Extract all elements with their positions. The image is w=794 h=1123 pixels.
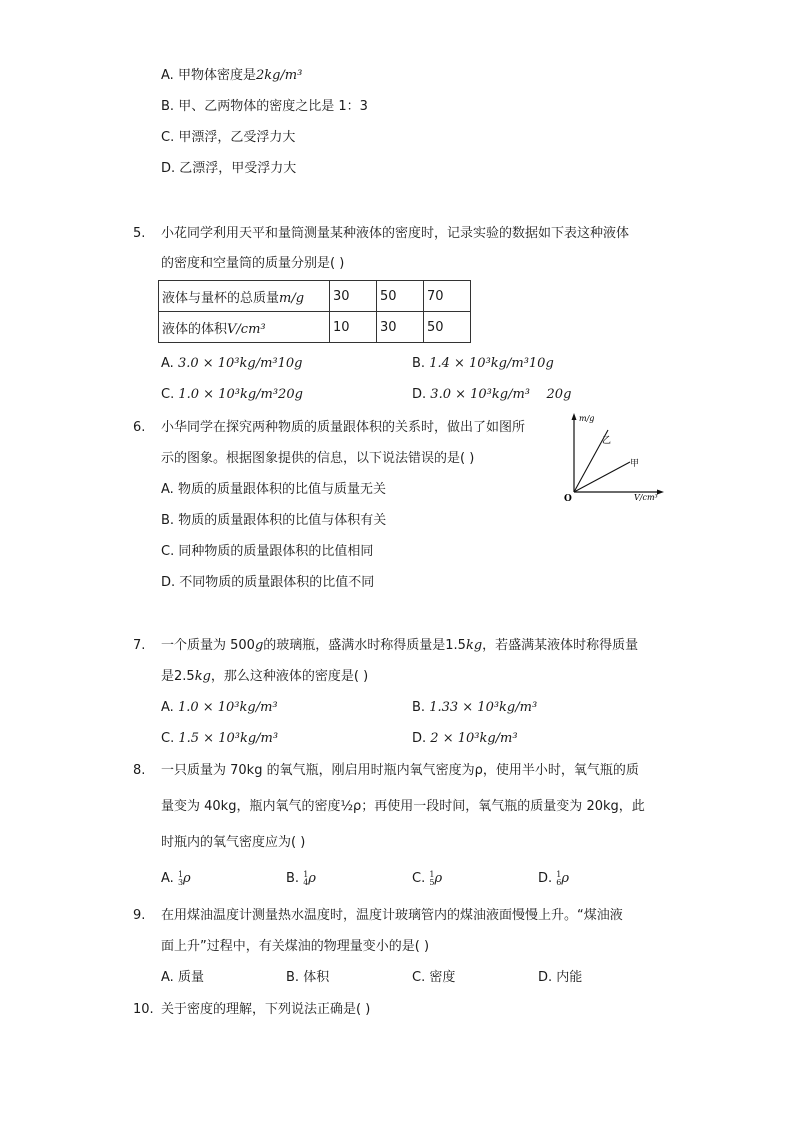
- y-axis-label: m/g: [579, 414, 595, 423]
- table-cell: 液体与量杯的总质量m/g: [159, 281, 330, 312]
- x-axis-arrow: [657, 490, 664, 495]
- q4-option-a: A. 甲物体密度是2kg/m³: [161, 68, 303, 83]
- question-stem: 一只质量为 70kg 的氧气瓶，刚启用时瓶内氧气密度为ρ，使用半小时，氧气瓶的质: [161, 763, 639, 778]
- table-cell: 50: [424, 312, 471, 343]
- question-number: 5.: [133, 226, 146, 241]
- q7-option-c: C. 1.5 × 10³kg/m³: [161, 731, 279, 746]
- fraction: 1 4: [303, 869, 309, 887]
- q4-option-d: D. 乙漂浮，甲受浮力大: [161, 161, 297, 176]
- q9-option-a: A. 质量: [161, 970, 204, 985]
- y-axis-arrow: [572, 413, 577, 420]
- question-stem: 小华同学在探究两种物质的质量跟体积的关系时，做出了如图所: [161, 420, 526, 435]
- q5-option-d: D. 3.0 × 10³kg/m³ 20g: [412, 387, 572, 402]
- q7-option-b: B. 1.33 × 10³kg/m³: [412, 700, 538, 715]
- question-stem: 关于密度的理解，下列说法正确是( ): [161, 1002, 371, 1017]
- q9-option-d: D. 内能: [538, 970, 583, 985]
- question-stem: 的密度和空量筒的质量分别是( ): [161, 256, 345, 271]
- q8-option-d: D. 1 6 ρ: [538, 869, 570, 887]
- q6-option-d: D. 不同物质的质量跟体积的比值不同: [161, 575, 375, 590]
- q8-option-c: C. 1 5 ρ: [412, 869, 443, 887]
- question-stem: 在用煤油温度计测量热水温度时，温度计玻璃管内的煤油液面慢慢上升。“煤油液: [161, 908, 623, 923]
- question-number: 9.: [133, 908, 146, 923]
- mass-volume-graph: [560, 410, 670, 502]
- question-stem: 面上升”过程中，有关煤油的物理量变小的是( ): [161, 939, 430, 954]
- table-cell: 液体的体积V/cm³: [159, 312, 330, 343]
- q6-option-c: C. 同种物质的质量跟体积的比值相同: [161, 544, 374, 559]
- fraction: 1 3: [177, 869, 184, 887]
- q6-option-a: A. 物质的质量跟体积的比值与质量无关: [161, 482, 386, 497]
- x-axis-label: V/cm³: [634, 493, 658, 502]
- q8-option-b: B. 1 4 ρ: [286, 869, 316, 887]
- q8-option-a: A. 1 3 ρ: [161, 869, 191, 887]
- q9-option-b: B. 体积: [286, 970, 330, 985]
- table-cell: 30: [330, 281, 377, 312]
- question-stem: 一个质量为 500g的玻璃瓶，盛满水时称得质量是1.5kg，若盛满某液体时称得质量: [161, 638, 639, 653]
- question-number: 6.: [133, 420, 146, 435]
- fraction: 1 5: [429, 869, 435, 887]
- q6-option-b: B. 物质的质量跟体积的比值与体积有关: [161, 513, 387, 528]
- question-number: 8.: [133, 763, 146, 778]
- q5-option-a: A. 3.0 × 10³kg/m³10g: [161, 356, 303, 371]
- question-number: 7.: [133, 638, 146, 653]
- question-stem: 是2.5kg，那么这种液体的密度是( ): [161, 669, 369, 684]
- question-stem: 小花同学利用天平和量筒测量某种液体的密度时，记录实验的数据如下表这种液体: [161, 226, 630, 241]
- table-row: [159, 312, 471, 343]
- question-stem: 量变为 40kg，瓶内氧气的密度½ρ；再使用一段时间，氧气瓶的质量变为 20kg，此: [161, 799, 645, 814]
- table-cell: 30: [377, 312, 424, 343]
- fraction: 1 6: [556, 869, 562, 887]
- q4-option-c: C. 甲漂浮，乙受浮力大: [161, 130, 296, 145]
- q9-option-c: C. 密度: [412, 970, 456, 985]
- table-cell: 70: [424, 281, 471, 312]
- origin-label: O: [564, 494, 572, 502]
- q5-option-b: B. 1.4 × 10³kg/m³10g: [412, 356, 554, 371]
- q5-option-c: C. 1.0 × 10³kg/m³20g: [161, 387, 303, 402]
- q7-option-a: A. 1.0 × 10³kg/m³: [161, 700, 278, 715]
- q7-option-d: D. 2 × 10³kg/m³: [412, 731, 518, 746]
- table-row: [159, 281, 471, 312]
- line-label-yi: 乙: [602, 436, 612, 446]
- line-label-jia: 甲: [630, 459, 640, 469]
- question-stem: 时瓶内的氧气密度应为( ): [161, 835, 306, 850]
- table-cell: 50: [377, 281, 424, 312]
- data-table: [158, 280, 471, 343]
- q4-option-b: B. 甲、乙两物体的密度之比是 1：3: [161, 99, 368, 114]
- question-number: 10.: [133, 1002, 154, 1017]
- question-stem: 示的图象。根据图象提供的信息，以下说法错误的是( ): [161, 451, 475, 466]
- table-cell: 10: [330, 312, 377, 343]
